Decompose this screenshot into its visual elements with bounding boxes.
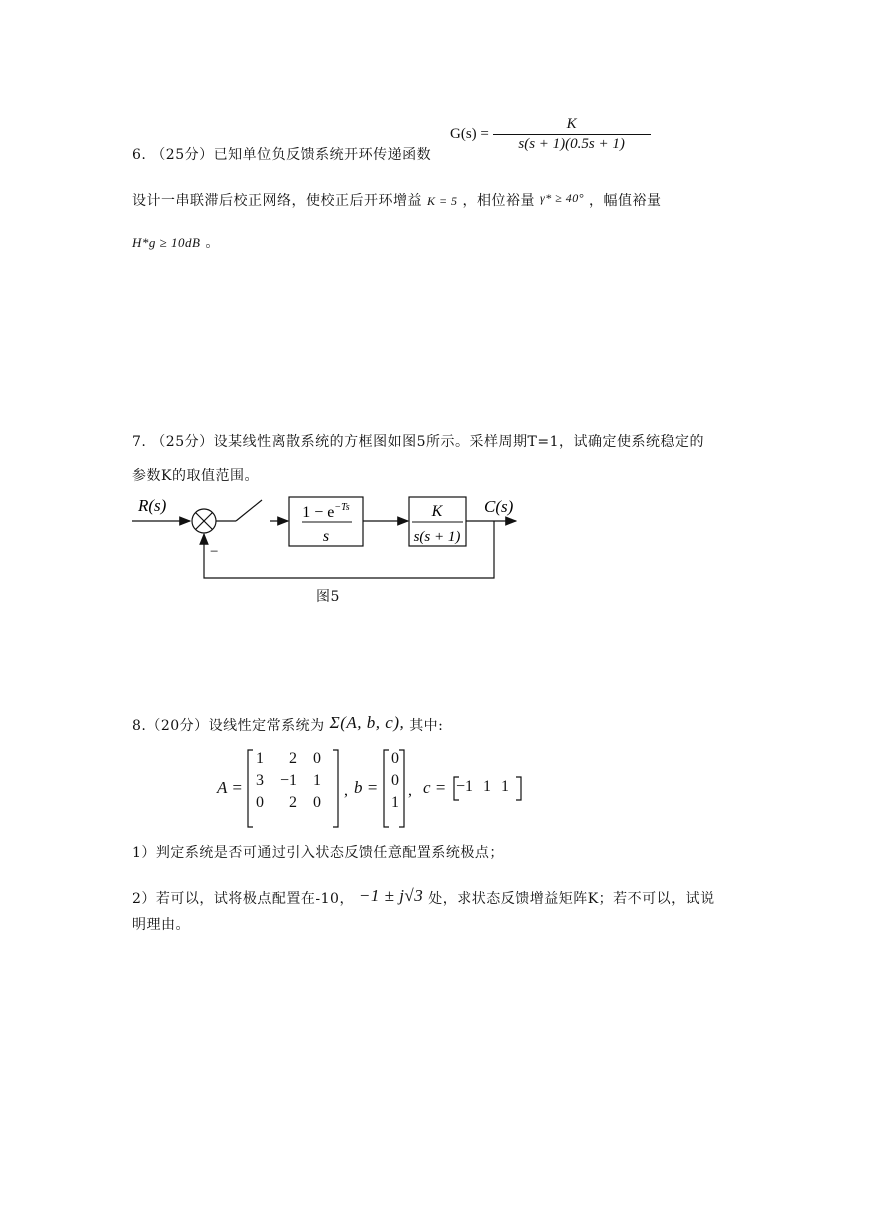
minus-sign: − [210, 544, 219, 560]
matrix-a-label: A = [217, 778, 243, 797]
c-cell: 1 [501, 778, 510, 795]
zoh-numerator: $1 - e^{-Ts}$ [302, 502, 350, 521]
a-cell: 3 [256, 772, 264, 789]
matrix-a-table [248, 748, 329, 814]
sampler-switch [236, 500, 262, 521]
b-cell: 0 [391, 750, 399, 767]
q8-item-2-cont: 明理由。 [132, 917, 190, 933]
pole-expr: −1 ± j√3 [358, 886, 424, 905]
vector-c-table [452, 776, 514, 798]
q7-line-1: 7. （25分）设某线性离散系统的方框图如图5所示。采样周期T=1，试确定使系统稳定的 [132, 434, 705, 450]
q8-item-2 [132, 886, 715, 908]
summing-junction [192, 509, 216, 533]
a-cell: 2 [289, 794, 298, 811]
a-cell: 2 [289, 750, 298, 767]
comma-after-b: , [408, 782, 412, 799]
figure-caption: 图5 [316, 589, 340, 605]
output-label: C(s) [484, 497, 514, 516]
plant-numerator: K [431, 503, 443, 520]
b-cell: 1 [391, 794, 399, 811]
g-denominator: s(s + 1)(0.5s + 1) [518, 136, 625, 152]
q6-line-1: 6. （25分）已知单位负反馈系统开环传递函数 [132, 147, 432, 163]
gain-expr: K = 5 [426, 194, 458, 208]
a-cell: 1 [313, 772, 322, 789]
a-cell: −1 [280, 772, 298, 789]
q8-item-2-b: 处，求状态反馈增益矩阵K；若不可以，试说 [428, 891, 715, 907]
g-numerator: K [493, 116, 651, 135]
g-lhs: G(s) = [450, 126, 489, 142]
a-cell: 0 [313, 794, 322, 811]
q8-line-1-suffix: 其中: [409, 718, 444, 734]
input-label: R(s) [138, 496, 167, 515]
zoh-denominator: s [322, 528, 330, 545]
q8-line-1-prefix: 8.（20分）设线性定常系统为 [132, 718, 325, 734]
q8-item-1: 1）判定系统是否可通过引入状态反馈任意配置系统极点； [132, 845, 504, 861]
plant-denominator: s(s + 1) [413, 529, 461, 545]
a-cell: 0 [256, 794, 264, 811]
b-cell: 0 [391, 772, 399, 789]
q8-line-1 [132, 713, 443, 735]
a-cell: 1 [256, 750, 264, 767]
q6-line-2-b: ，相位裕量 [462, 193, 536, 209]
vector-c-label: c = [423, 778, 447, 797]
system-sigma-expr: Σ(A, b, c), [329, 713, 405, 732]
q6-line-2-a: 设计一串联滞后校正网络，使校正后开环增益 [132, 193, 422, 209]
vector-b-label: b = [354, 778, 379, 797]
vector-b-table [383, 748, 407, 814]
c-cell: −1 [456, 778, 474, 795]
q6-line-2-c: ，幅值裕量 [589, 193, 662, 209]
gain-margin-expr: H*g ≥ 10dB [132, 235, 201, 250]
q8-item-2-a: 2）若可以，试将极点配置在-10， [132, 891, 354, 907]
c-cell: 1 [483, 778, 492, 795]
phase-margin-expr: γ* ≥ 40° [539, 191, 585, 205]
q7-line-2: 参数K的取值范围。 [132, 468, 259, 484]
q6-line-3-end: 。 [205, 235, 220, 251]
a-cell: 0 [313, 750, 322, 767]
comma-after-a: , [344, 782, 348, 799]
